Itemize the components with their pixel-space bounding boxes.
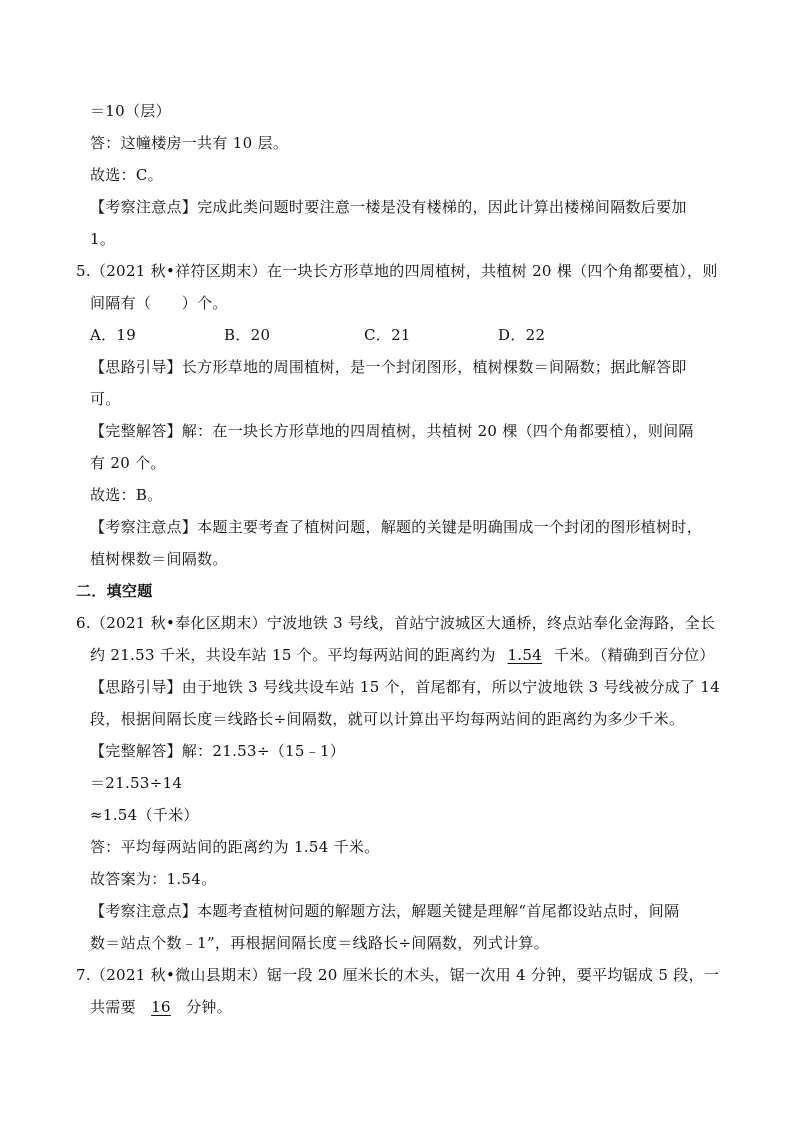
text-segment: 千米。（精确到百分位） [553, 646, 715, 664]
section-heading: 二．填空题 [76, 582, 153, 600]
text-line: ＝10（层） [90, 102, 171, 120]
text-line: 可。 [90, 390, 121, 408]
text-line: 【考察注意点】本题考查植树问题的解题方法，解题关键是理解“首尾都设站点时，间隔 [90, 902, 680, 920]
text-line: 故答案为：1.54。 [90, 870, 217, 888]
text-line: 答：平均每两站间的距离约为 1.54 千米。 [90, 838, 380, 856]
text-line: 故选：C。 [90, 166, 163, 184]
text-line: 故选：B。 [90, 486, 163, 504]
text-line: 【思路引导】由于地铁 3 号线共设车站 15 个，首尾都有，所以宁波地铁 3 号线被分成了 14 [90, 678, 721, 696]
text-line: 数＝站点个数﹣1”，再根据间隔长度＝线路长÷间隔数，列式计算。 [90, 934, 550, 952]
text-line: 段，根据间隔长度＝线路长÷间隔数，就可以计算出平均每两站间的距离约为多少千米。 [90, 710, 685, 728]
question-5-options [90, 325, 545, 345]
text-line: 有 20 个。 [90, 454, 166, 472]
option-b: B．20 [224, 326, 271, 344]
option-d: D．22 [498, 326, 546, 344]
question-6-stem: 6.（2021 秋•奉化区期末）宁波地铁 3 号线，首站宁波城区大通桥，终点站奉化金海路，全长 [76, 614, 716, 632]
text-line: ≈1.54（千米） [90, 806, 199, 824]
text-segment: 分钟。 [186, 998, 232, 1016]
text-segment: 共需要 [90, 998, 136, 1016]
text-line: 【考察注意点】本题主要考查了植树问题，解题的关键是明确围成一个封闭的图形植树时， [90, 518, 703, 536]
question-7-stem-cont [90, 997, 232, 1017]
question-5-stem-cont: 间隔有（ ）个。 [90, 294, 228, 312]
text-line: 植树棵数＝间隔数。 [90, 550, 228, 568]
text-segment: 约 21.53 千米，共设车站 15 个。平均每两站间的距离约为 [90, 646, 496, 664]
text-line: 【完整解答】解：21.53÷（15﹣1） [90, 742, 346, 760]
text-line: 答：这幢楼房一共有 10 层。 [90, 134, 289, 152]
text-line: 1。 [90, 230, 116, 248]
question-5-stem: 5.（2021 秋•祥符区期末）在一块长方形草地的四周植树，共植树 20 棵（四个角都要植），则 [76, 262, 718, 280]
text-line: 【完整解答】解：在一块长方形草地的四周植树，共植树 20 棵（四个角都要植），则间隔 [90, 422, 694, 440]
answer-blank: 1.54 [507, 646, 543, 664]
answer-blank: 16 [151, 998, 171, 1016]
question-6-stem-cont [90, 645, 715, 665]
option-c: C．21 [364, 326, 411, 344]
text-line: ＝21.53÷14 [90, 774, 183, 792]
text-line: 【考察注意点】完成此类问题时要注意一楼是没有楼梯的，因此计算出楼梯间隔数后要加 [90, 198, 687, 216]
option-a: A．19 [90, 326, 137, 344]
text-line: 【思路引导】长方形草地的周围植树，是一个封闭图形，植树棵数＝间隔数；据此解答即 [90, 358, 687, 376]
question-7-stem: 7.（2021 秋•微山县期末）锯一段 20 厘米长的木头，锯一次用 4 分钟，要平均锯成 5 段，一 [76, 966, 720, 984]
